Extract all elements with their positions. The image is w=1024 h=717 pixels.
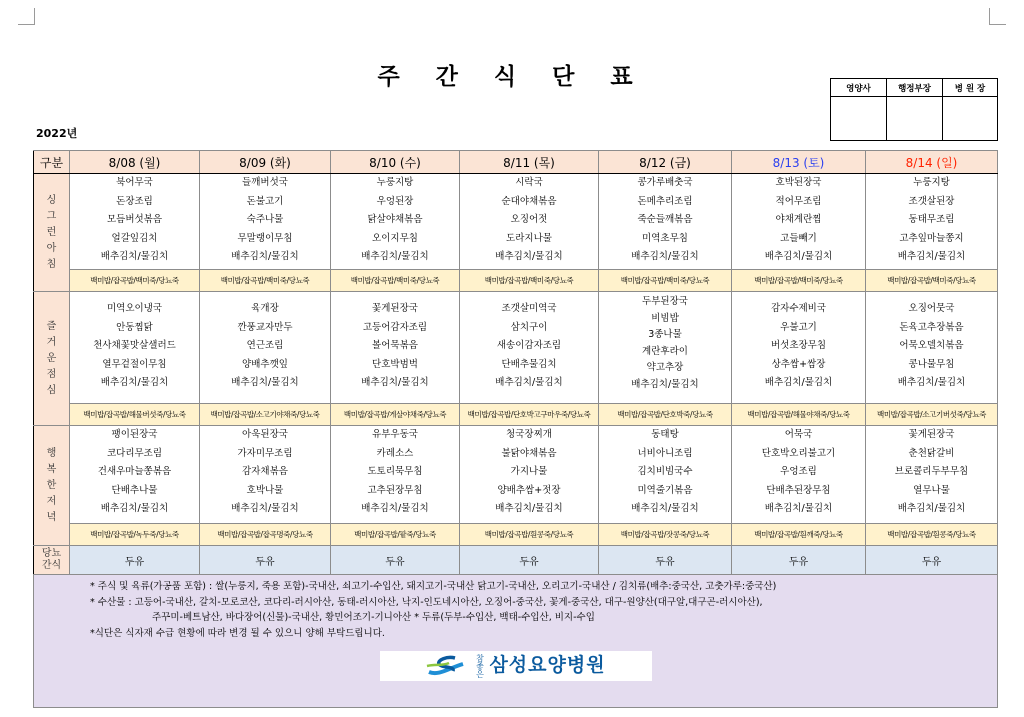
menu-table [33,150,998,708]
approval-director-sign[interactable] [943,97,998,141]
approval-box [830,78,998,141]
menu-cell: 감자수제비국 우불고기 버섯초장무침 상추쌈+쌈장 배추김치/물김치 [732,292,866,404]
menu-cell: 아욱된장국 가자미무조림 감자채볶음 호박나물 배추김치/물김치 [200,426,331,524]
lunch-label: 즐 거 운 점 심 [34,292,70,426]
footer-row [34,575,998,708]
rice-porridge-note: 백미밥/잡곡밥/해물야채죽/당뇨죽 [732,404,866,426]
menu-cell: 콩가루배춧국 돈메추리조림 죽순들깨볶음 미역초무침 배추김치/물김치 [599,174,732,270]
rice-porridge-note: 백미밥/잡곡밥/게살야채죽/당뇨죽 [331,404,460,426]
day-header-sunday: 8/14 (일) [866,151,998,174]
menu-cell: 누룽지탕 우엉된장 닭살야채볶음 오이지무침 배추김치/물김치 [331,174,460,270]
snack-row [34,546,998,575]
rice-porridge-note: 백미밥/잡곡밥/흰콩죽/당뇨죽 [866,524,998,546]
menu-cell: 유부우동국 카레소스 도토리묵무침 고추된장무침 배추김치/물김치 [331,426,460,524]
breakfast-label: 싱 그 런 아 침 [34,174,70,292]
rice-porridge-note: 백미밥/잡곡밥/소고기야채죽/당뇨죽 [200,404,331,426]
day-header: 8/08 (월) [70,151,200,174]
snack-label: 당뇨 간식 [34,546,70,575]
menu-cell: 오징어뭇국 돈육고추장볶음 어묵오델치볶음 콩나물무침 배추김치/물김치 [866,292,998,404]
snack-cell: 두유 [70,546,200,575]
day-header: 8/10 (수) [331,151,460,174]
rice-porridge-note: 백미밥/잡곡밥/백미죽/당뇨죽 [200,270,331,292]
menu-cell: 육개장 깐풍교자만두 연근조림 양배추깻잎 배추김치/물김치 [200,292,331,404]
origin-seafood-line-cont: 주꾸미-베트남산, 바다장어(신물)-국내산, 황민어조기-기니아산 * 두류(두부-수입산, 백태-수입산, 비지-수입 [152,612,595,623]
breakfast-row [34,174,998,270]
rice-porridge-note: 백미밥/잡곡밥/백미죽/당뇨죽 [866,270,998,292]
page-corner-mark [18,8,35,25]
snack-cell: 두유 [866,546,998,575]
menu-cell: 어묵국 단호박오리불고기 우엉조림 단배추된장무침 배추김치/물김치 [732,426,866,524]
snack-cell: 두유 [732,546,866,575]
menu-cell: 시락국 순대야채볶음 오징어젓 도라지나물 배추김치/물김치 [460,174,599,270]
approval-manager-sign[interactable] [887,97,943,141]
menu-cell: 꽃게된장국 춘천닭갈비 브로콜리두부무침 열무나물 배추김치/물김치 [866,426,998,524]
menu-cell: 미역오이냉국 안동찜닭 천사채꽃맛살샐러드 열무겉절이무침 배추김치/물김치 [70,292,200,404]
rice-porridge-note: 백미밥/잡곡밥/백미죽/당뇨죽 [732,270,866,292]
menu-cell: 들깨버섯국 돈불고기 숙주나물 무말랭이무침 배추김치/물김치 [200,174,331,270]
rice-porridge-note: 백미밥/잡곡밥/해물버섯죽/당뇨죽 [70,404,200,426]
dinner-side-row [34,524,998,546]
hospital-logo-icon [425,654,469,678]
rice-porridge-note: 백미밥/잡곡밥/백미죽/당뇨죽 [599,270,732,292]
year-label: 2022년 [36,127,78,140]
menu-cell: 조갯살미역국 삼치구이 새송이감자조림 단배추물김치 배추김치/물김치 [460,292,599,404]
category-header: 구분 [34,151,70,174]
rice-porridge-note: 백미밥/잡곡밥/단호박죽/당뇨죽 [599,404,732,426]
menu-cell: 호박된장국 적어무조림 야채계란찜 고들빼기 배추김치/물김치 [732,174,866,270]
menu-cell: 청국장찌개 불닭야채볶음 가지나물 양배추쌈+젓장 배추김치/물김치 [460,426,599,524]
origin-meat-line: * 주식 및 육류(가공품 포함) : 쌀(누룽지, 죽용 포함)-국내산, 쇠고기-수입산, 돼지고기-국내산 닭고기-국내산, 오리고기-국내산 / 김치류(배추:중국산, 고춧가루:중국산) [90,581,777,592]
rice-porridge-note: 백미밥/잡곡밥/소고기버섯죽/당뇨죽 [866,404,998,426]
rice-porridge-note: 백미밥/잡곡밥/백미죽/당뇨죽 [331,270,460,292]
approval-dietitian-label: 영양사 [831,79,887,97]
approval-director-label: 병 원 장 [943,79,998,97]
page-corner-mark [989,8,1006,25]
snack-cell: 두유 [200,546,331,575]
rice-porridge-note: 백미밥/잡곡밥/백미죽/당뇨죽 [70,270,200,292]
rice-porridge-note: 백미밥/잡곡밥/백미죽/당뇨죽 [460,270,599,292]
breakfast-side-row [34,270,998,292]
day-header: 8/11 (목) [460,151,599,174]
lunch-side-row [34,404,998,426]
day-header: 8/12 (금) [599,151,732,174]
rice-porridge-note: 백미밥/잡곡밥/잡곡명죽/당뇨죽 [200,524,331,546]
dinner-label: 행 복 한 저 녁 [34,426,70,546]
origin-notice [34,575,998,708]
rice-porridge-note: 백미밥/잡곡밥/흰깨죽/당뇨죽 [732,524,866,546]
menu-cell: 팽이된장국 코다리무조림 건새우마늘쫑볶음 단배추나물 배추김치/물김치 [70,426,200,524]
menu-cell: 누룽지탕 조갯살된장 동태무조림 고추잎마늘쫑지 배추김치/물김치 [866,174,998,270]
day-header: 8/09 (화) [200,151,331,174]
rice-porridge-note: 백미밥/잡곡밥/팥죽/당뇨죽 [331,524,460,546]
menu-change-notice: *식단은 식자재 수급 현황에 따라 변경 될 수 있으니 양해 부탁드립니다. [90,627,385,639]
hospital-logo [380,651,652,681]
snack-cell: 두유 [331,546,460,575]
snack-cell: 두유 [599,546,732,575]
page-title: 주 간 식 단 표 [377,64,647,90]
hospital-name: 삼성요양병원 [489,654,606,677]
menu-cell: 두부된장국 비빔밥 3종나물 계란후라이 약고추장 배추김치/물김치 [599,292,732,404]
day-header-row [34,151,998,174]
lunch-row [34,292,998,404]
approval-dietitian-sign[interactable] [831,97,887,141]
origin-seafood-line: * 수산물 : 고등어-국내산, 갈치-모로코산, 코다리-러시아산, 동태-러시아산, 낙지-인도네시아산, 오징어-중국산, 꽃게-중국산, 대구-원양산(대구알,대구곤-러시아산), [90,596,763,608]
rice-porridge-note: 백미밥/잡곡밥/흰콩죽/당뇨죽 [460,524,599,546]
rice-porridge-note: 백미밥/잡곡밥/단호박고구마우죽/당뇨죽 [460,404,599,426]
menu-cell: 꽃게된장국 고등어감자조림 볼어묵볶음 단호박범벅 배추김치/물김치 [331,292,460,404]
rice-porridge-note: 백미밥/잡곡밥/잣콩죽/당뇨죽 [599,524,732,546]
dinner-row [34,426,998,524]
menu-cell: 북어무국 돈장조림 모듬버섯볶음 얼갈잎김치 배추김치/물김치 [70,174,200,270]
hospital-prefix: 참좋은 [475,654,485,678]
rice-porridge-note: 백미밥/잡곡밥/녹두죽/당뇨죽 [70,524,200,546]
day-header-saturday: 8/13 (토) [732,151,866,174]
menu-cell: 동태탕 너비아니조림 김치비빔국수 미역줄기볶음 배추김치/물김치 [599,426,732,524]
snack-cell: 두유 [460,546,599,575]
approval-manager-label: 행정부장 [887,79,943,97]
